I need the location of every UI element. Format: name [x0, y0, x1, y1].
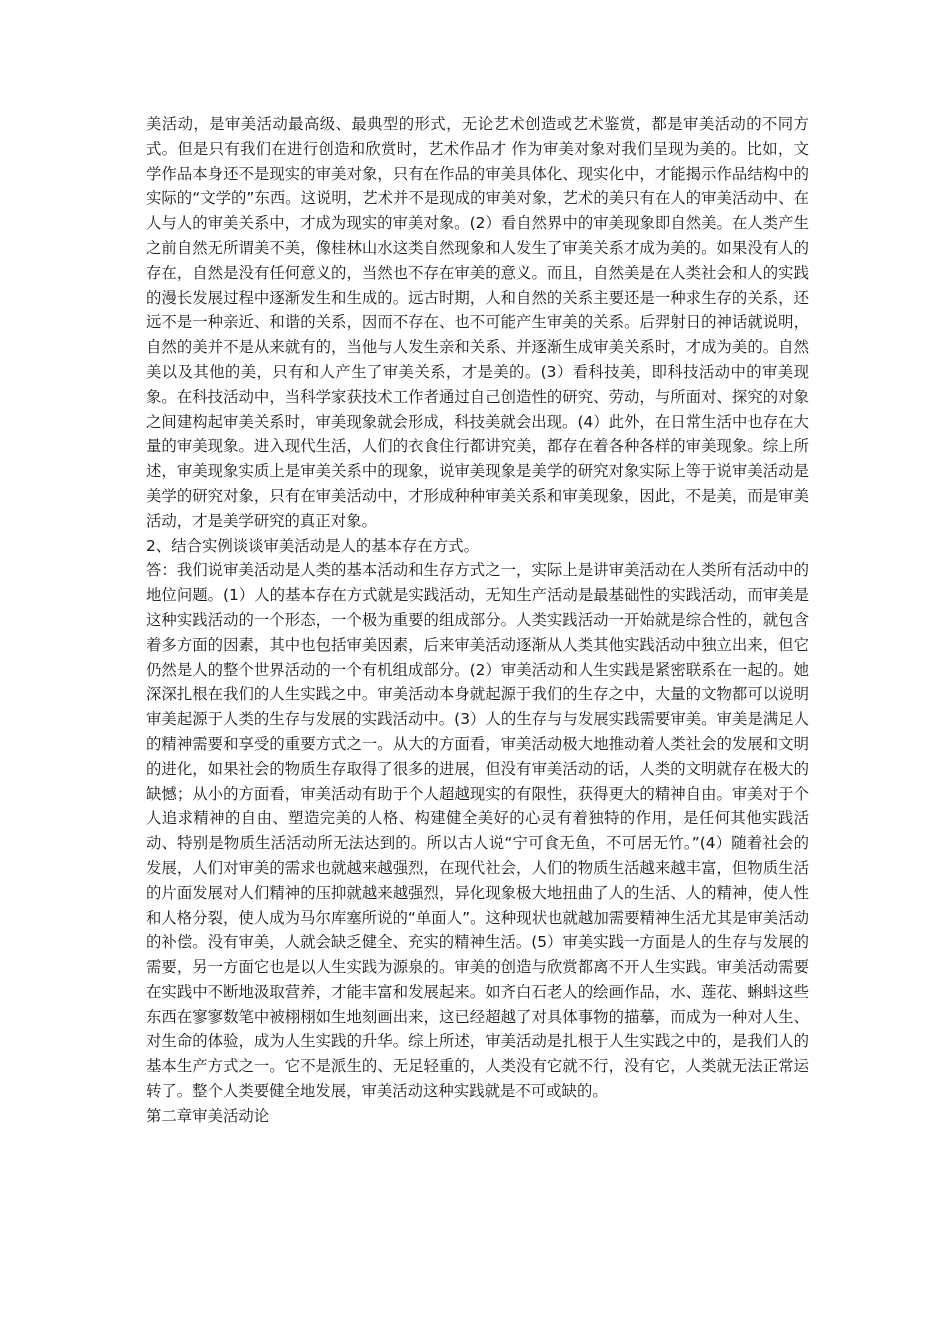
- paragraph-aesthetic-phenomena: 美活动，是审美活动最高级、最典型的形式，无论艺术创造或艺术鉴赏，都是审美活动的不同方式。但是只有我们在进行创造和欣赏时，艺术作品才 作为审美对象对我们呈现为美的。比如，文学作品本身还不是现实的审美对象，只有在作品的审美具体化、现实化中，才能揭示作品结构中的实际的“文学的”东西。这说明，艺术并不是现成的审美对象，艺术的美只有在人的审美活动中、在人与人的审美关系中，才成为现实的审美对象。(2）看自然界中的审美现象即自然美。在人类产生之前自然无所谓美不美，像桂林山水这类自然现象和人发生了审美关系才成为美的。如果没有人的存在，自然是没有任何意义的，当然也不存在审美的意义。而且，自然美是在人类社会和人的实践的漫长发展过程中逐渐发生和生成的。远古时期，人和自然的关系主要还是一种求生存的关系，还远不是一种亲近、和谐的关系，因而不存在、也不可能产生审美的关系。后羿射日的神话就说明，自然的美并不是从来就有的，当他与人发生亲和关系、并逐渐生成审美关系时，才成为美的。自然美以及其他的美，只有和人产生了审美关系，才是美的。(3）看科技美，即科技活动中的审美现象。在科技活动中，当科学家获技术工作者通过自己创造性的研究、劳动，与所面对、探究的对象之间建构起审美关系时，审美现象就会形成，科技美就会出现。(4）此外，在日常生活中也存在大量的审美现象。进入现代生活，人们的衣食住行都讲究美，都存在着各种各样的审美现象。综上所述，审美现象实质上是审美关系中的现象，说审美现象是美学的研究对象实际上等于说审美活动是美学的研究对象，只有在审美活动中，才形成种种审美关系和审美现象，因此，不是美，而是审美活动，才是美学研究的真正对象。: [146, 115, 809, 530]
- chapter-heading: 第二章审美活动论: [146, 1106, 270, 1125]
- answer-paragraph: 答：我们说审美活动是人类的基本活动和生存方式之一，实际上是讲审美活动在人类所有活动中的地位问题。(1）人的基本存在方式就是实践活动，无知生产活动是最基础性的实践活动，而审美是这种实践活动的一个形态，一个极为重要的组成部分。人类实践活动一开始就是综合性的，就包含着多方面的因素，其中也包括审美因素，后来审美活动逐渐从人类其他实践活动中独立出来，但它仍然是人的整个世界活动的一个有机组成部分。(2）审美活动和人生实践是紧密联系在一起的。她深深扎根在我们的人生实践之中。审美活动本身就起源于我们的生存之中，大量的文物都可以说明审美起源于人类的生存与发展的实践活动中。(3）人的生存与与发展实践需要审美。审美是满足人的精神需要和享受的重要方式之一。从大的方面看，审美活动极大地推动着人类社会的发展和文明的进化，如果社会的物质生存取得了很多的进展，但没有审美活动的话，人类的文明就存在极大的缺憾；从小的方面看，审美活动有助于个人超越现实的有限性，获得更大的精神自由。审美对于个人追求精神的自由、塑造完美的人格、构建健全美好的心灵有着独特的作用，是任何其他实践活动、特别是物质生活活动所无法达到的。所以古人说“宁可食无鱼，不可居无竹。”(4）随着社会的发展，人们对审美的需求也就越来越强烈，在现代社会，人们的物质生活越来越丰富，但物质生活的片面发展对人们精神的压抑就越来越强烈，异化现象极大地扭曲了人的生活、人的精神，使人性和人格分裂，使人成为马尔库塞所说的“单面人”。这种现状也就越加需要精神生活尤其是审美活动的补偿。没有审美，人就会缺乏健全、充实的精神生活。(5）审美实践一方面是人的生存与发展的需要，另一方面它也是以人生实践为源泉的。审美的创造与欣赏都离不开人生实践。审美活动需要在实践中不断地汲取营养，才能丰富和发展起来。如齐白石老人的绘画作品，水、莲花、蝌蚪这些东西在寥寥数笔中被栩栩如生地刻画出来，这已经超越了对具体事物的描摹，而成为一种对人生、对生命的体验，成为人生实践的升华。综上所述，审美活动是扎根于人生实践之中的，是我们人的基本生产方式之一。它不是派生的、无足轻重的，人类没有它就不行，没有它，人类就无法正常运转了。整个人类要健全地发展，审美活动这种实践就是不可或缺的。: [146, 561, 809, 1101]
- document-body: [146, 112, 809, 1129]
- question-heading: 2、结合实例谈谈审美活动是人的基本存在方式。: [146, 536, 479, 555]
